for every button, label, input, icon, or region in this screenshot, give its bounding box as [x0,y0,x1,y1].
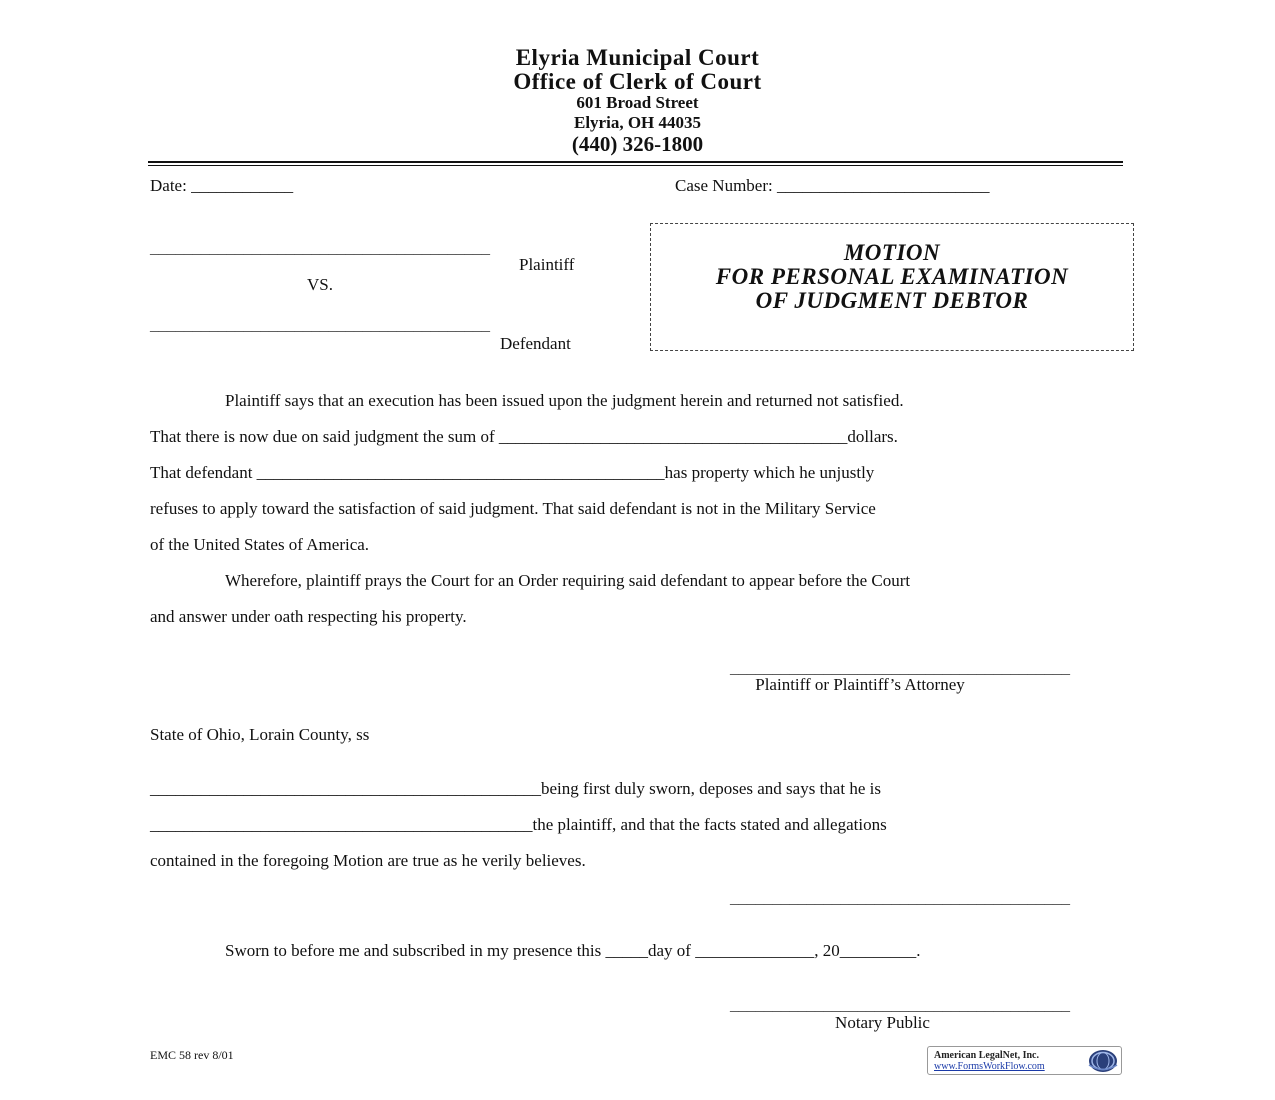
body-p2-line2: and answer under oath respecting his property. [150,607,467,626]
attorney-signature-line[interactable]: ________________________________________ [730,658,1070,677]
publisher-logo[interactable] [927,1046,1122,1075]
city-address: Elyria, OH 44035 [573,113,702,132]
phone-number: (440) 326-1800 [571,132,704,156]
jurat-statement[interactable]: Sworn to before me and subscribed in my presence this _____day of ______________, 20_________. [225,941,921,960]
form-code: EMC 58 rev 8/01 [150,1048,234,1062]
notary-signature-line[interactable]: ________________________________________ [730,995,1070,1014]
case-number-field[interactable]: Case Number: _________________________ [675,176,990,195]
body-p1-line4: refuses to apply toward the satisfaction of said judgment. That said defendant is not in the Military Service [150,499,876,518]
office-name: Office of Clerk of Court [513,69,762,94]
globe-icon [1085,1048,1119,1074]
affiant-name-line[interactable]: ______________________________________________being first duly sworn, deposes and says that he is [150,779,881,798]
title-line-1: MOTION [843,240,941,265]
street-address: 601 Broad Street [576,93,699,112]
header-rule-bottom [148,165,1123,166]
title-line-3: OF JUDGMENT DEBTOR [755,288,1029,313]
defendant-name-line[interactable]: ________________________________________ [150,315,490,334]
plaintiff-label: Plaintiff [519,255,575,274]
body-p2-line1: Wherefore, plaintiff prays the Court for an Order requiring said defendant to appear before the Court [225,571,911,590]
publisher-name: American LegalNet, Inc. [934,1050,1039,1061]
affiant-signature-line[interactable]: ________________________________________ [730,888,1070,907]
title-line-2: FOR PERSONAL EXAMINATION [715,264,1069,289]
defendant-label: Defendant [500,334,571,353]
attorney-signature-label: Plaintiff or Plaintiff’s Attorney [755,675,965,694]
body-p1-line2[interactable]: That there is now due on said judgment the sum of _________________________________________dollars. [150,427,898,446]
body-p1-line1: Plaintiff says that an execution has been issued upon the judgment herein and returned not satisfied. [225,391,904,410]
notary-label: Notary Public [835,1013,930,1032]
body-p1-line3[interactable]: That defendant ________________________________________________has property which he unjustly [150,463,875,482]
venue-statement: State of Ohio, Lorain County, ss [150,725,370,744]
affiant-role-line[interactable]: _____________________________________________the plaintiff, and that the facts stated and allegations [150,815,887,834]
versus-label: VS. [307,275,333,294]
publisher-url[interactable]: www.FormsWorkFlow.com [934,1061,1045,1072]
court-name: Elyria Municipal Court [515,45,760,70]
date-field[interactable]: Date: ____________ [150,176,294,195]
header-rule-top [148,161,1123,163]
body-p1-line5: of the United States of America. [150,535,370,554]
affidavit-statement: contained in the foregoing Motion are true as he verily believes. [150,851,586,870]
document-title-box [650,223,1134,351]
plaintiff-name-line[interactable]: ________________________________________ [150,238,490,257]
